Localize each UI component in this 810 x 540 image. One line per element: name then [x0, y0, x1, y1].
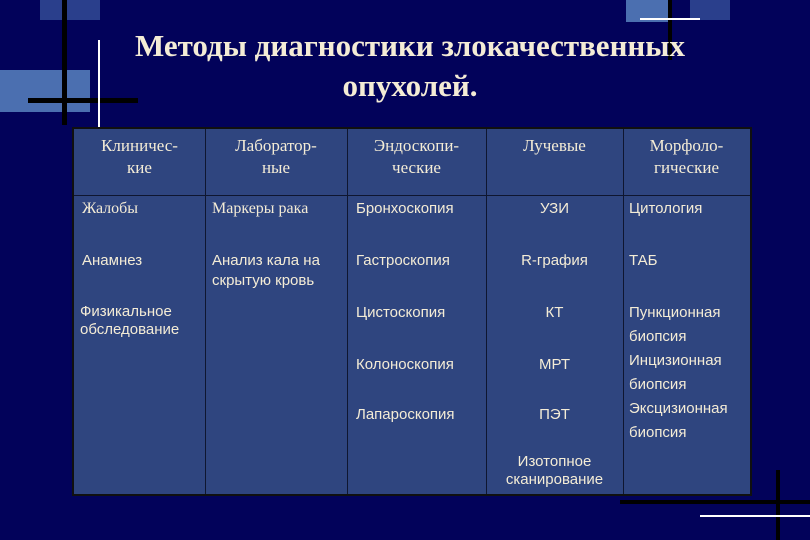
cell-occult-blood-line-2: скрытую кровь [212, 272, 315, 289]
cell-excisional-biopsy-line-1: Эксцизионная [629, 400, 728, 417]
cell-gastroscopy: Гастроскопия [356, 252, 450, 269]
decor-square-topright-2 [690, 0, 730, 20]
cell-puncture-biopsy-line-1: Пункционная [629, 304, 721, 321]
header-morphology [623, 135, 750, 179]
header-lab-line-1: Лаборатор- [235, 136, 317, 155]
decor-line-h-bottomright [620, 500, 810, 504]
header-lab-line-2: ные [261, 158, 291, 177]
cell-isotope-scan-line-1: Изотопное [517, 453, 592, 470]
header-endoscopic [347, 135, 486, 179]
header-endoscopic-line-1: Эндоскопи- [373, 136, 460, 155]
header-radiology-line-1: Лучевые [523, 136, 586, 155]
cell-puncture-biopsy-line-2: биопсия [629, 328, 687, 345]
cell-biopsies [629, 301, 728, 445]
cell-cystoscopy: Цистоскопия [356, 304, 446, 321]
cell-complaints: Жалобы [82, 200, 139, 217]
header-clinical-line-1: Клиничес- [101, 136, 178, 155]
cell-occult-blood [212, 251, 320, 291]
cell-physical-exam-line-1: Физикальное [80, 303, 172, 320]
slide-title-line-2: опухолей. [342, 68, 478, 103]
decor-line-v-bottomright [776, 470, 780, 540]
cell-ct: КТ [545, 304, 564, 321]
cell-xray: R-графия [521, 252, 588, 269]
header-radiology [486, 135, 623, 157]
cell-laparoscopy: Лапароскопия [356, 406, 455, 423]
cell-bronchoscopy: Бронхоскопия [356, 200, 454, 217]
header-lab [205, 135, 347, 179]
diagnostics-table [72, 127, 752, 496]
cell-cancer-markers: Маркеры рака [212, 200, 309, 217]
header-endoscopic-line-2: ческие [392, 158, 441, 177]
table-header-row [74, 129, 750, 196]
cell-cytology: Цитология [629, 200, 703, 217]
cell-colonoscopy: Колоноскопия [356, 356, 454, 373]
cell-pet: ПЭТ [539, 406, 570, 423]
slide-title-line-1: Методы диагностики злокачественных [134, 28, 685, 63]
slide-title [60, 26, 760, 106]
cell-occult-blood-line-1: Анализ кала на [212, 252, 320, 269]
cell-excisional-biopsy-line-2: биопсия [629, 424, 687, 441]
header-morphology-line-2: гические [653, 158, 720, 177]
decor-line-h-bottomright-white [700, 515, 810, 517]
cell-ultrasound: УЗИ [539, 200, 570, 217]
header-clinical-line-2: кие [127, 158, 152, 177]
cell-isotope-scan [486, 453, 623, 489]
cell-mri: МРТ [539, 356, 570, 373]
header-morphology-line-1: Морфоло- [649, 136, 724, 155]
cell-isotope-scan-line-2: сканирование [505, 471, 604, 488]
cell-physical-exam [80, 303, 179, 339]
cell-incisional-biopsy-line-2: биопсия [629, 376, 687, 393]
cell-physical-exam-line-2: обследование [80, 321, 180, 338]
decor-square-topleft-2 [40, 0, 100, 20]
decor-line-h-topright [640, 18, 700, 20]
cell-incisional-biopsy-line-1: Инцизионная [629, 352, 722, 369]
header-clinical [74, 135, 205, 179]
cell-anamnesis: Анамнез [82, 252, 143, 269]
cell-fna: ТАБ [629, 252, 658, 269]
